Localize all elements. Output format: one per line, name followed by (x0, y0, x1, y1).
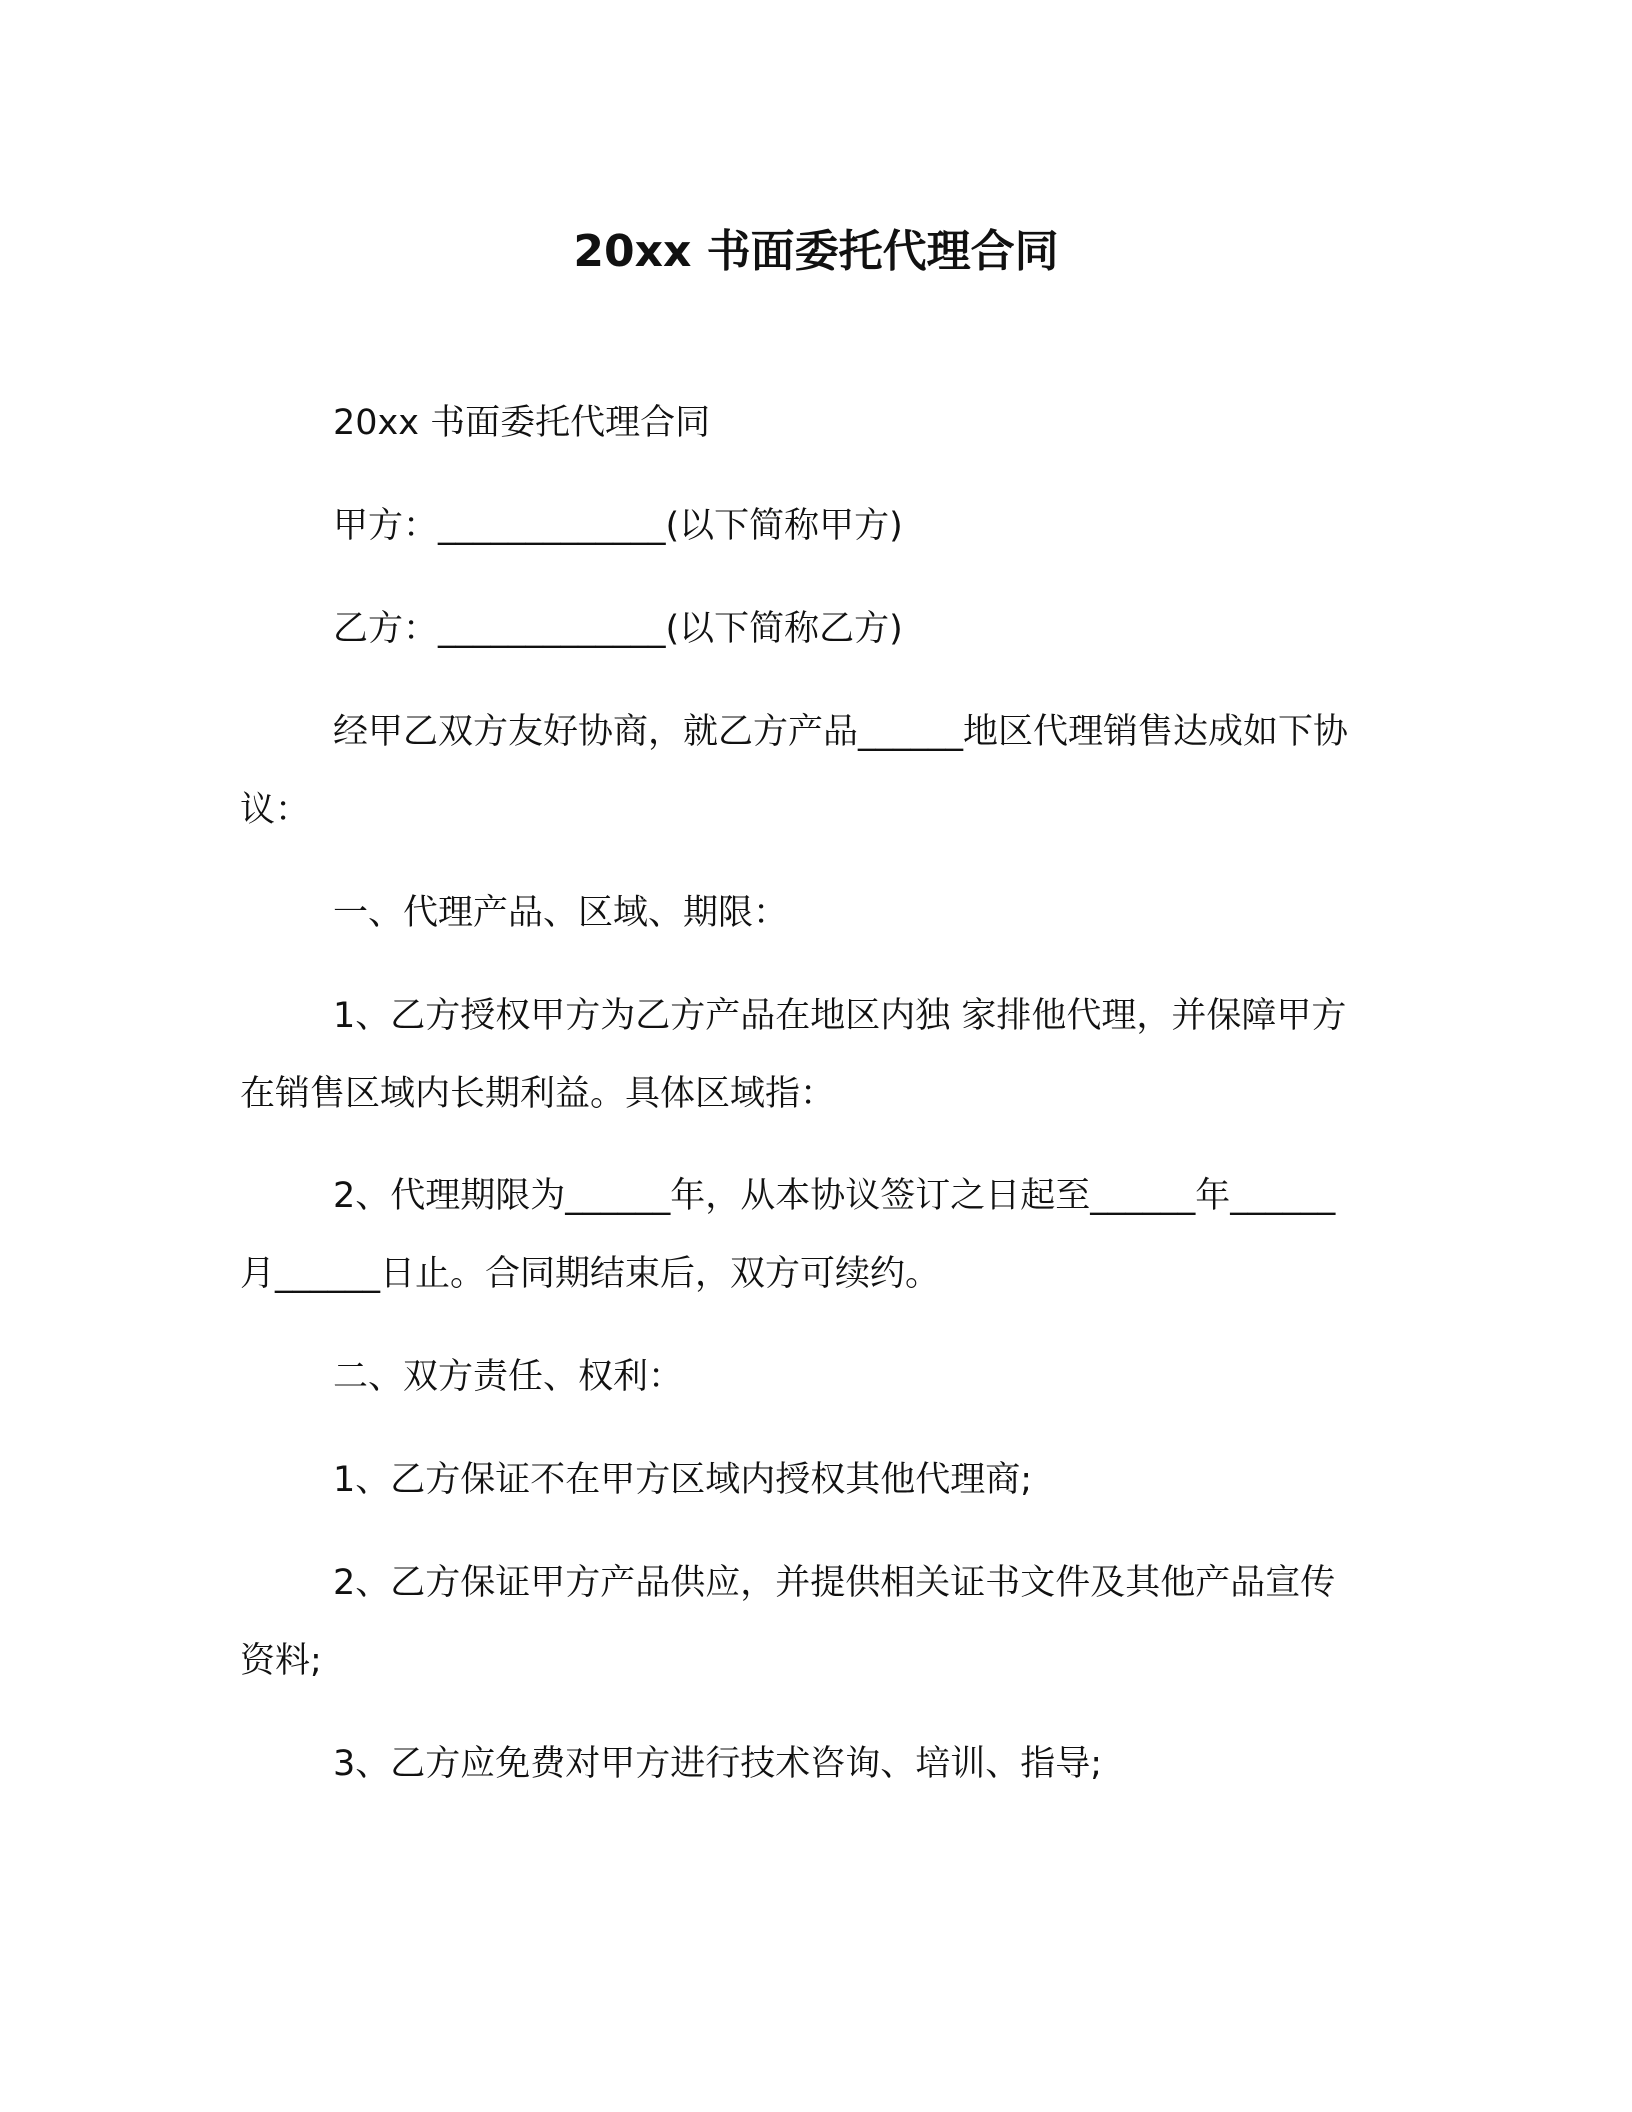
document-title: 20xx 书面委托代理合同 (573, 226, 1059, 277)
paragraph-subtitle: 20xx 书面委托代理合同 (333, 403, 711, 443)
clause-1-2: 2、代理期限为______年，从本协议签订之日起至______年______月______日止。合同期结束后，双方可续约。 (240, 1176, 1336, 1294)
paragraph-party-b: 乙方：_____________(以下简称乙方) (333, 609, 903, 649)
clause-2-1: 1、乙方保证不在甲方区域内授权其他代理商; (333, 1460, 1033, 1500)
section-heading-2: 二、双方责任、权利： (333, 1357, 684, 1397)
paragraph-party-a: 甲方：_____________(以下简称甲方) (333, 506, 903, 546)
clause-2-3: 3、乙方应免费对甲方进行技术咨询、培训、指导; (333, 1744, 1103, 1784)
paragraph-preamble: 经甲乙双方友好协商，就乙方产品______地区代理销售达成如下协议： (240, 712, 1349, 830)
clause-1-1: 1、乙方授权甲方为乙方产品在地区内独 家排他代理，并保障甲方在销售区域内长期利益。具体区域指： (240, 996, 1347, 1114)
clause-2-2: 2、乙方保证甲方产品供应，并提供相关证书文件及其他产品宣传资料; (240, 1563, 1336, 1681)
section-heading-1: 一、代理产品、区域、期限： (333, 893, 789, 933)
